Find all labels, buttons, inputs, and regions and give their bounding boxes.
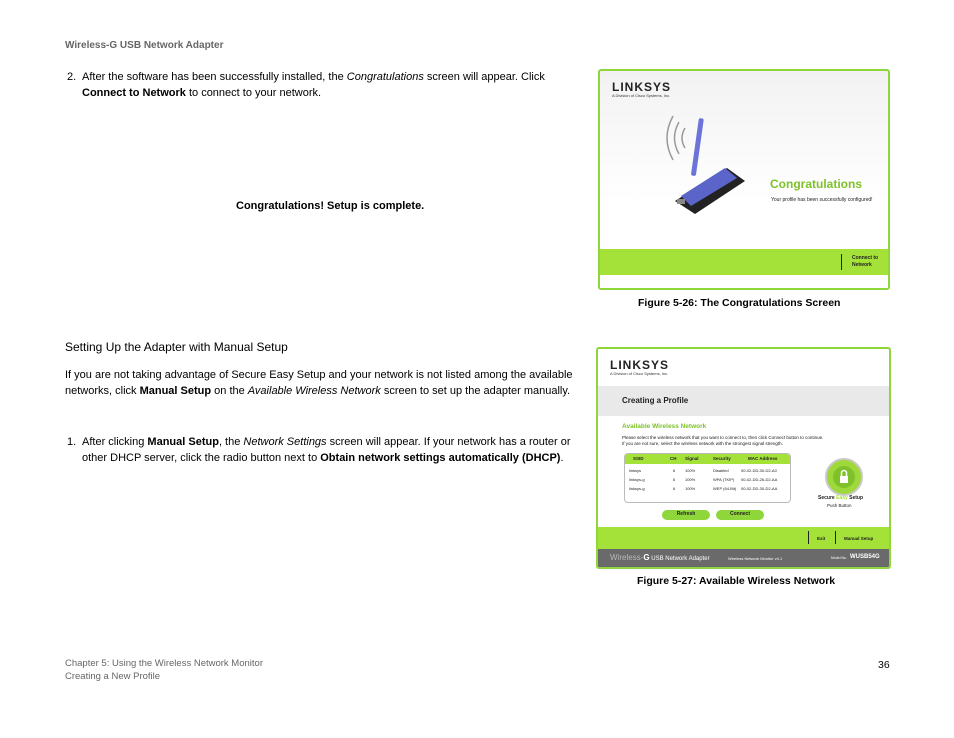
page-number: 36 — [878, 659, 890, 671]
cell-mac: 00-02-DD-30-D2-A0 — [741, 468, 777, 473]
model-label: Model No. — [831, 556, 847, 560]
document-header: Wireless-G USB Network Adapter — [65, 40, 224, 51]
cell-mac: 00-02-DD-26-D2-AA — [741, 477, 778, 482]
congratulations-screenshot — [598, 69, 890, 290]
cell-security: WPA (TKIP) — [713, 477, 735, 482]
congratulations-title: Congratulations — [770, 177, 862, 191]
col-mac: MAC Address — [748, 456, 778, 461]
connect-to-network-button[interactable]: Connect to Network — [852, 255, 879, 268]
creating-profile-title: Creating a Profile — [622, 396, 689, 405]
monitor-version: Wireless Network Monitor v4.1 — [728, 556, 783, 561]
setup-complete-note: Congratulations! Setup is complete. — [236, 200, 425, 212]
secure-easy-setup-label: Secure Easy Setup — [818, 495, 864, 501]
push-button-label: Push Button — [827, 503, 852, 508]
table-row[interactable] — [625, 477, 790, 485]
product-name: Wireless-G USB Network Adapter — [610, 553, 710, 562]
exit-button[interactable]: Exit — [817, 536, 826, 541]
cell-signal: 100% — [685, 477, 696, 482]
instructions: Please select the wireless network that you want to connect to, then click Connect button to continue. If you are not sure, select the wireless network with the strongest signal strength. — [622, 435, 824, 446]
linksys-logo: LINKSYS — [612, 80, 672, 94]
linksys-logo: LINKSYS — [610, 358, 670, 372]
secure-easy-setup-button[interactable] — [824, 457, 864, 497]
footer — [65, 657, 263, 683]
step-text-1: After clicking Manual Setup, the Network Settings screen will appear. If your network has a router or other DHCP server, click the radio button next to Obtain network settings automatically (DHCP). — [82, 436, 571, 464]
available-wireless-network-title: Available Wireless Network — [622, 423, 707, 430]
col-ch: CH — [670, 456, 677, 461]
table-row[interactable] — [625, 486, 790, 494]
bottom-green-bar — [600, 249, 890, 275]
col-security: Security — [713, 456, 731, 461]
signal-waves-icon — [667, 116, 685, 160]
divider — [841, 254, 842, 270]
col-ssid: SSID — [633, 456, 644, 461]
linksys-logo-sub: A Division of Cisco Systems, Inc. — [612, 93, 671, 98]
footer-section: Creating a New Profile — [65, 671, 161, 682]
step-text: After the software has been successfully installed, the Congratulations screen will appear. Click Connect to Network to connect to your network. — [82, 71, 545, 99]
cell-mac: 00-02-DD-30-D2-AA — [741, 486, 778, 491]
bottom-white-strip — [600, 275, 890, 290]
connect-button[interactable]: Connect — [716, 510, 764, 520]
title-band — [598, 386, 889, 416]
network-table — [624, 453, 791, 503]
table-row[interactable] — [625, 468, 790, 476]
cell-ch: 6 — [673, 486, 676, 491]
available-wireless-network-screenshot — [596, 347, 891, 569]
col-signal: Signal — [685, 456, 699, 461]
table-header — [625, 454, 790, 464]
cell-ch: 6 — [673, 477, 676, 482]
congratulations-subtitle: Your profile has been successfully configured! — [771, 197, 873, 203]
refresh-button[interactable]: Refresh — [662, 510, 710, 520]
usb-adapter-image — [655, 106, 755, 221]
cell-signal: 100% — [685, 486, 696, 491]
cell-security: Disabled — [713, 468, 729, 473]
figure-5-27-caption: Figure 5-27: Available Wireless Network — [637, 575, 836, 587]
cell-ch: 6 — [673, 468, 676, 473]
manual-setup-paragraph: If you are not taking advantage of Secure Easy Setup and your network is not listed among the available networks, click Manual Setup on the Available Wireless Network screen to set up the adapter manually. — [65, 369, 573, 397]
bottom-green-bar — [598, 527, 889, 549]
section-heading: Setting Up the Adapter with Manual Setup — [65, 340, 288, 354]
figure-5-26-caption: Figure 5-26: The Congratulations Screen — [638, 297, 841, 309]
manual-setup-button[interactable]: Manual Setup — [844, 536, 874, 541]
cell-signal: 100% — [685, 468, 696, 473]
model-number: WUSB54G — [850, 554, 880, 560]
footer-chapter: Chapter 5: Using the Wireless Network Monitor — [65, 658, 263, 669]
cell-ssid: linksys-g — [629, 477, 645, 482]
product-bar — [598, 549, 889, 567]
cell-ssid: linksys-g — [629, 486, 645, 491]
divider — [835, 531, 836, 544]
step-number: 2. — [67, 71, 77, 83]
divider — [808, 531, 809, 544]
step-number-1: 1. — [67, 436, 77, 448]
cell-security: WEP (64-Bit) — [713, 486, 737, 491]
linksys-logo-sub: A Division of Cisco Systems, Inc. — [610, 371, 669, 376]
cell-ssid: linksys — [629, 468, 642, 473]
